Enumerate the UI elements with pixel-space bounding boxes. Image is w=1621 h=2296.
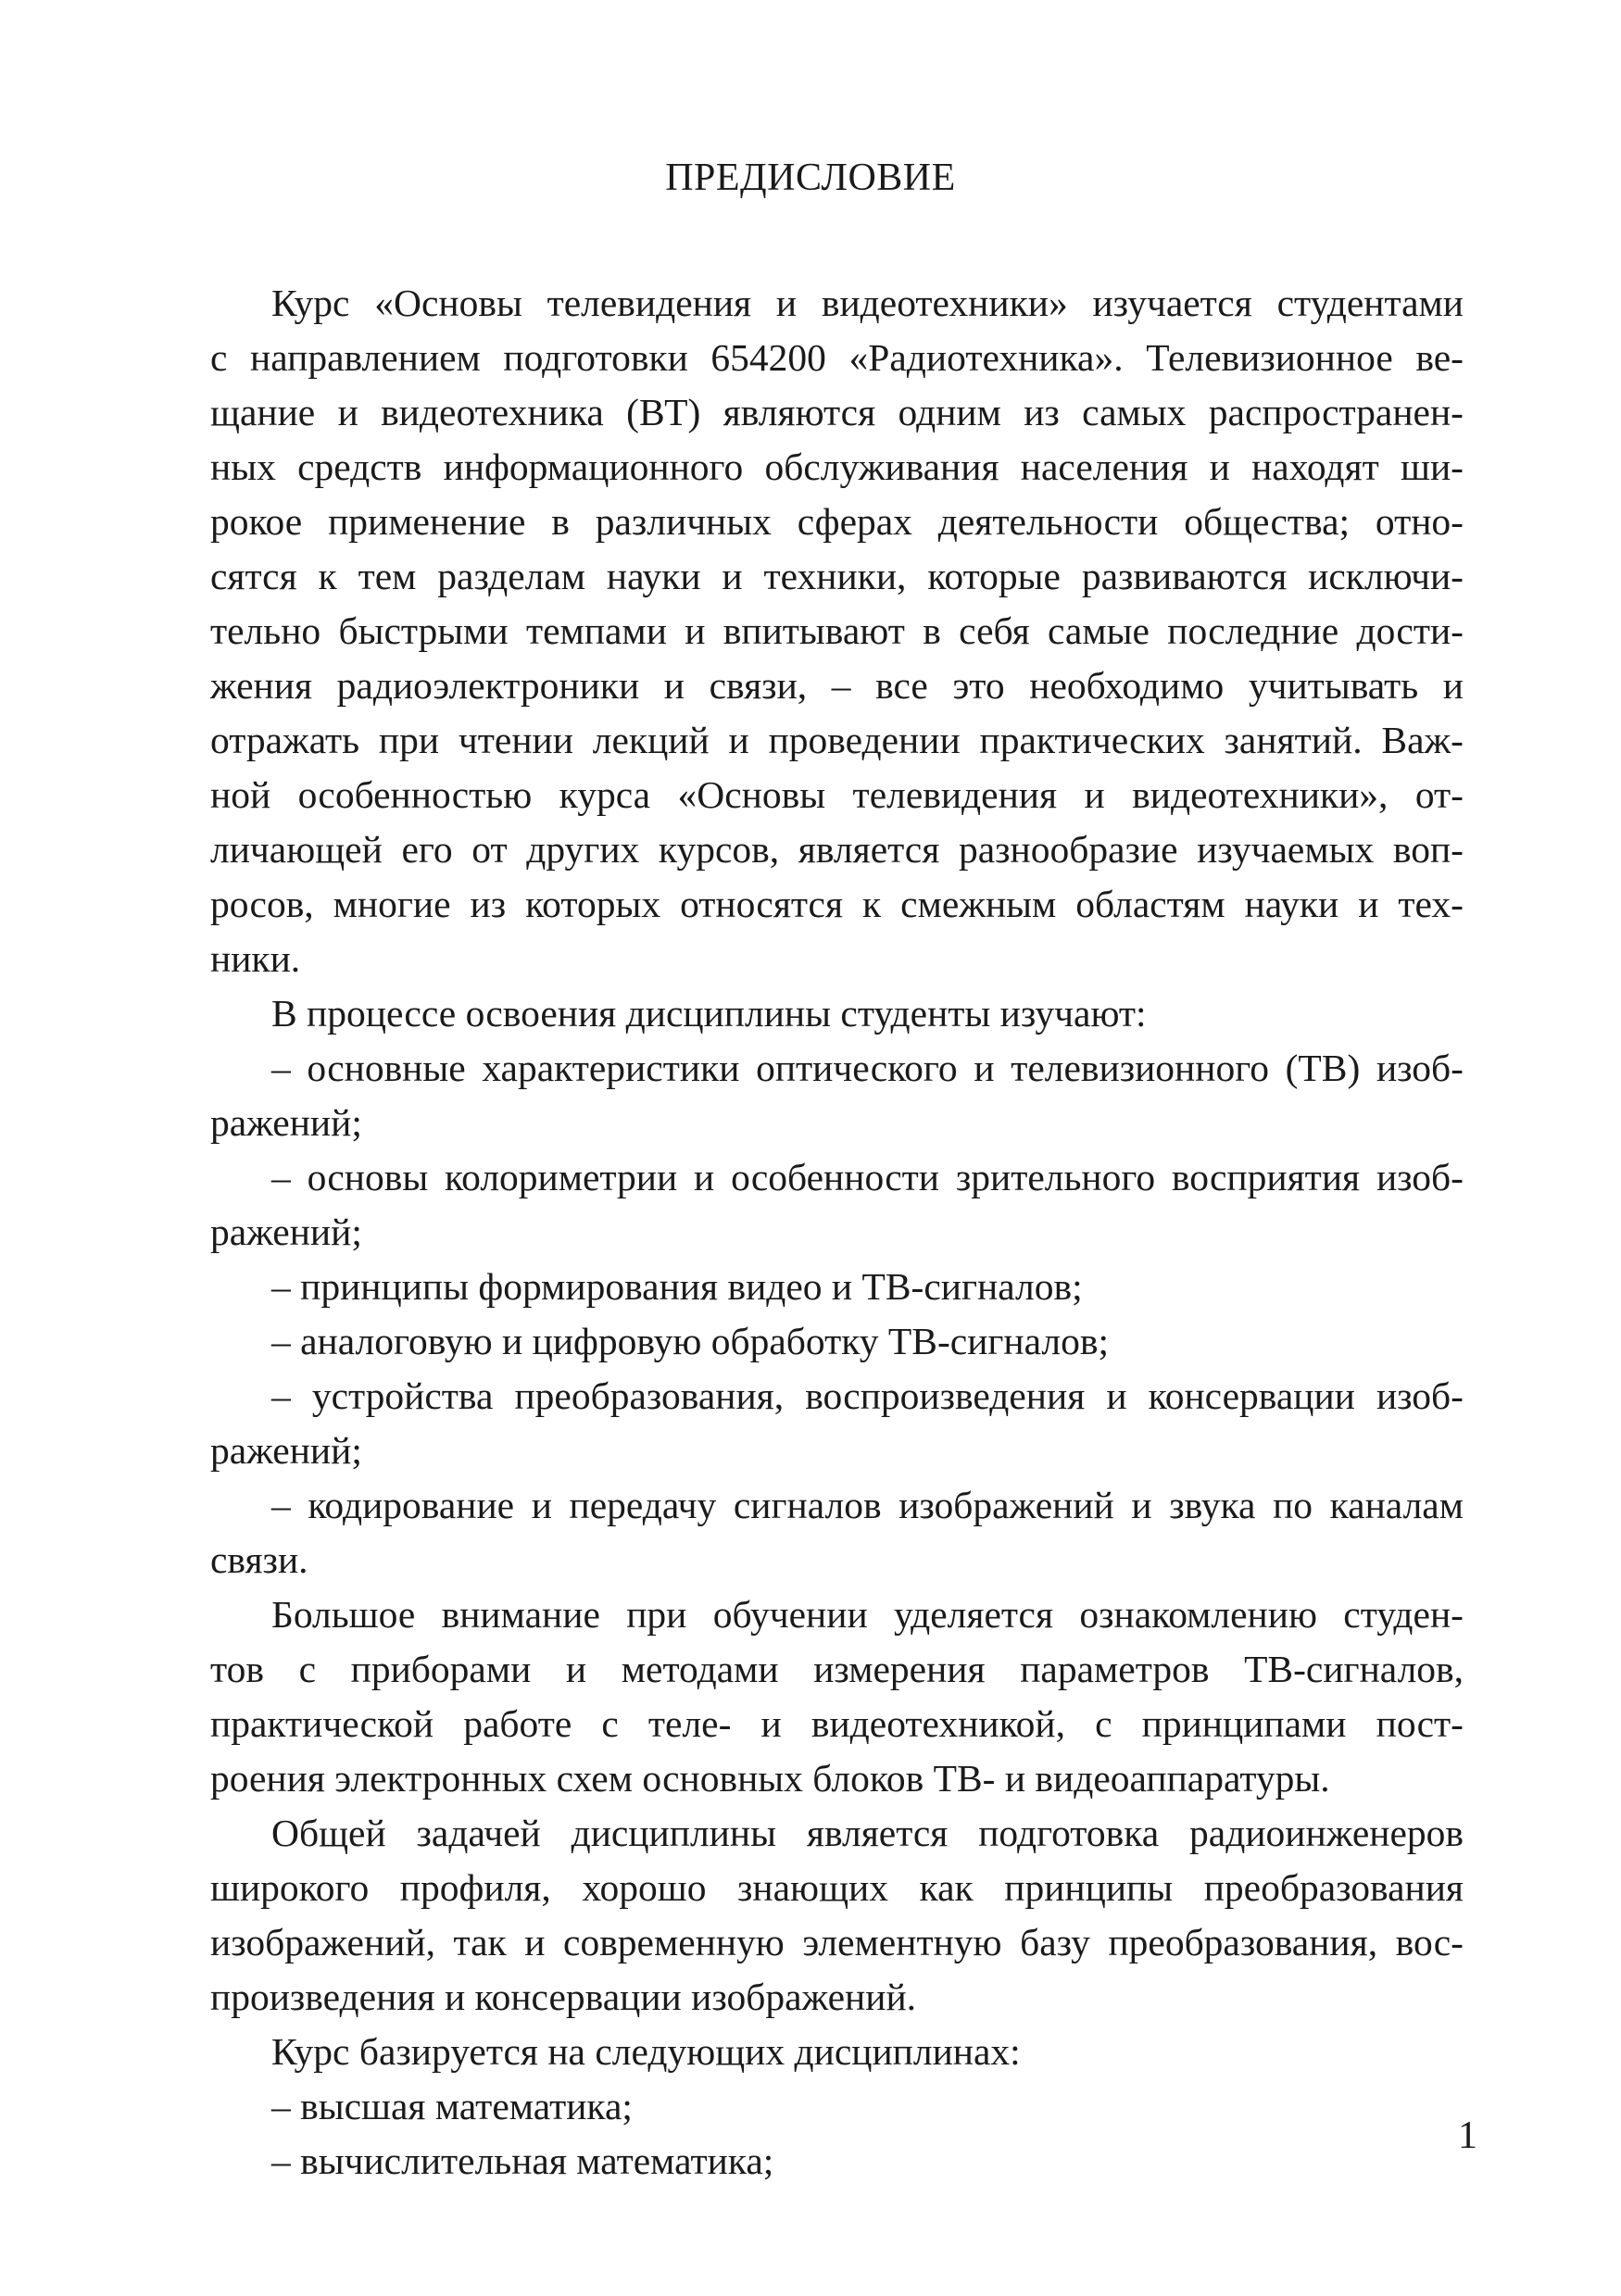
text-line: произведения и консервации изображений. xyxy=(210,1976,917,2018)
text-line: – принципы формирования видео и ТВ-сигналов; xyxy=(271,1265,1083,1308)
paragraph xyxy=(210,986,1464,1041)
paragraph xyxy=(210,1806,1464,2025)
text-line: практической работе с теле- и видеотехникой, с принципами пост- xyxy=(210,1702,1464,1745)
page-number: 1 xyxy=(1458,2114,1477,2157)
text-line: В процессе освоения дисциплины студенты изучают: xyxy=(271,992,1147,1035)
text-line: сятся к тем разделам науки и техники, которые развиваются исключи- xyxy=(210,555,1464,597)
text-line: ражений; xyxy=(210,1211,362,1253)
paragraph xyxy=(210,2079,1464,2134)
paragraph xyxy=(210,1150,1464,1260)
text-line: широкого профиля, хорошо знающих как принципы преобразования xyxy=(210,1866,1464,1909)
body-text xyxy=(210,276,1464,2189)
text-line: – основы колориметрии и особенности зрительного восприятия изоб- xyxy=(271,1156,1464,1198)
text-line: личающей его от других курсов, является разнообразие изучаемых воп- xyxy=(210,828,1464,871)
text-line: ной особенностью курса «Основы телевидения и видеотехники», от- xyxy=(210,773,1464,816)
text-line: Курс базируется на следующих дисциплинах: xyxy=(271,2030,1021,2073)
text-line: ражений; xyxy=(210,1101,362,1144)
text-line: Общей задачей дисциплины является подготовка радиоинженеров xyxy=(271,1812,1464,1854)
text-line: – кодирование и передачу сигналов изображений и звука по каналам xyxy=(271,1484,1464,1526)
text-line: связи. xyxy=(210,1538,308,1581)
text-line: роения электронных схем основных блоков ТВ- и видеоаппаратуры. xyxy=(210,1757,1330,1800)
text-line: Курс «Основы телевидения и видеотехники» изучается студентами xyxy=(271,282,1464,324)
paragraph xyxy=(210,276,1464,986)
text-line: с направлением подготовки 654200 «Радиотехника». Телевизионное ве- xyxy=(210,336,1464,379)
text-line: тельно быстрыми темпами и впитывают в себя самые последние дости- xyxy=(210,609,1464,652)
text-line: – аналоговую и цифровую обработку ТВ-сигналов; xyxy=(271,1320,1110,1362)
paragraph xyxy=(210,1314,1464,1369)
paragraph xyxy=(210,1041,1464,1150)
text-line: ники. xyxy=(210,937,301,980)
text-line: изображений, так и современную элементную базу преобразования, вос- xyxy=(210,1921,1464,1964)
text-line: – высшая математика; xyxy=(271,2085,633,2127)
paragraph xyxy=(210,1478,1464,1587)
text-line: ных средств информационного обслуживания населения и находят ши- xyxy=(210,445,1464,488)
paragraph xyxy=(210,2025,1464,2079)
paragraph xyxy=(210,1587,1464,1806)
text-line: ражений; xyxy=(210,1429,362,1472)
text-line: щание и видеотехника (ВТ) являются одним из самых распространен- xyxy=(210,391,1464,433)
text-line: тов с приборами и методами измерения параметров ТВ-сигналов, xyxy=(210,1648,1464,1690)
text-line: – вычислительная математика; xyxy=(271,2139,774,2182)
page-title: ПРЕДИСЛОВИЕ xyxy=(665,157,956,199)
paragraph xyxy=(210,1369,1464,1478)
paragraph xyxy=(210,2134,1464,2189)
text-line: отражать при чтении лекций и проведении практических занятий. Важ- xyxy=(210,719,1464,761)
paragraph xyxy=(210,1260,1464,1314)
text-line: Большое внимание при обучении уделяется ознакомлению студен- xyxy=(271,1593,1464,1636)
text-line: – устройства преобразования, воспроизведения и консервации изоб- xyxy=(271,1374,1464,1417)
text-line: жения радиоэлектроники и связи, – все это необходимо учитывать и xyxy=(210,664,1464,707)
text-line: – основные характеристики оптического и телевизионного (ТВ) изоб- xyxy=(271,1047,1464,1089)
text-line: росов, многие из которых относятся к смежным областям науки и тех- xyxy=(210,883,1464,925)
text-line: рокое применение в различных сферах деятельности общества; отно- xyxy=(210,500,1464,543)
